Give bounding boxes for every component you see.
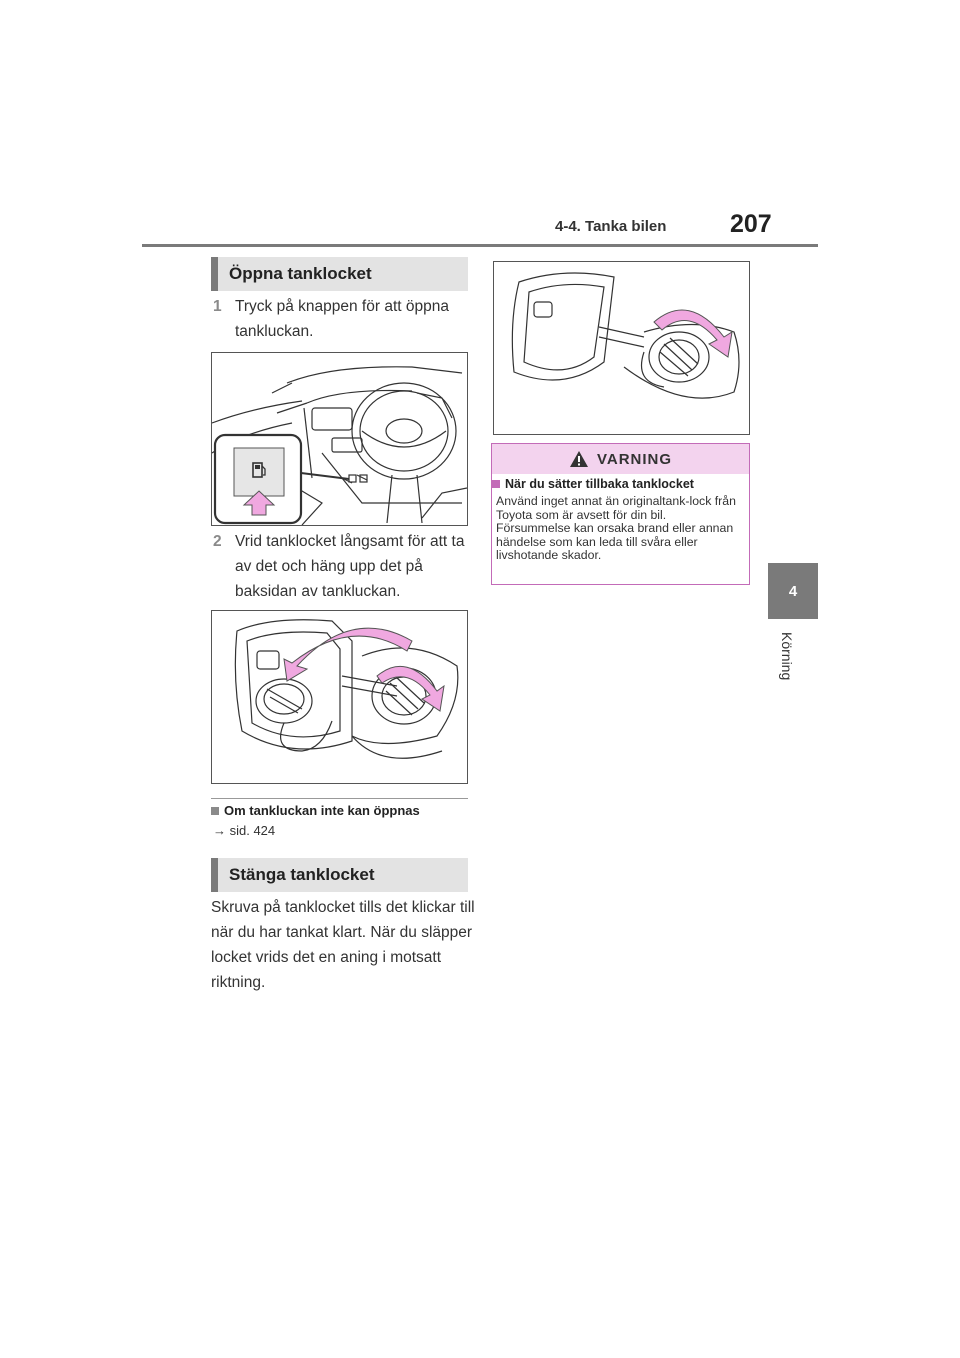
page-number: 207 <box>730 210 772 238</box>
warning-subtitle-text: När du sätter tillbaka tanklocket <box>505 477 694 491</box>
dashboard-drawing <box>212 353 467 525</box>
section-label: 4-4. Tanka bilen <box>555 218 667 235</box>
warning-header <box>492 444 749 474</box>
cap-removal-drawing <box>212 611 467 783</box>
chapter-number: 4 <box>788 582 798 600</box>
cap-closing-illustration <box>493 261 750 435</box>
chapter-tab <box>768 563 818 619</box>
note-title-text: Om tankluckan inte kan öppnas <box>224 803 420 818</box>
header-rule <box>142 244 818 247</box>
step-text: Vrid tanklocket långsamt för att ta av det och häng upp det på baksidan av tankluckan. <box>235 533 465 600</box>
step-number: 2 <box>213 533 222 550</box>
warning-box <box>491 443 750 585</box>
step-2 <box>213 529 475 607</box>
note-title <box>211 803 420 818</box>
warning-triangle-icon <box>569 450 589 468</box>
warning-subtitle <box>492 477 694 491</box>
step-number: 1 <box>213 298 222 315</box>
chapter-label: Körning <box>779 632 795 681</box>
bullet-square-icon <box>211 807 219 815</box>
warning-body: Använd inget annat än originaltank-lock från Toyota som är avsett för din bil. Försummelse kan orsaka brand eller annan händelse som kan leda till svåra eller livshotande skador. <box>496 494 736 562</box>
step-1 <box>213 294 475 346</box>
warning-title: VARNING <box>596 450 673 468</box>
section-heading-close: Stänga tanklocket <box>211 858 468 892</box>
section-heading-open: Öppna tanklocket <box>211 257 468 291</box>
close-instructions: Skruva på tanklocket tills det klickar till när du har tankat klart. När du släpper locket vrids det en aning i motsatt riktning. <box>211 899 475 991</box>
cap-removal-illustration <box>211 610 468 784</box>
dashboard-illustration <box>211 352 468 526</box>
note-rule <box>211 798 468 799</box>
step-text: Tryck på knappen för att öppna tankluckan. <box>235 298 449 340</box>
cap-closing-drawing <box>494 262 749 434</box>
bullet-square-icon <box>492 480 500 488</box>
page-reference: → sid. 424 <box>213 823 276 838</box>
